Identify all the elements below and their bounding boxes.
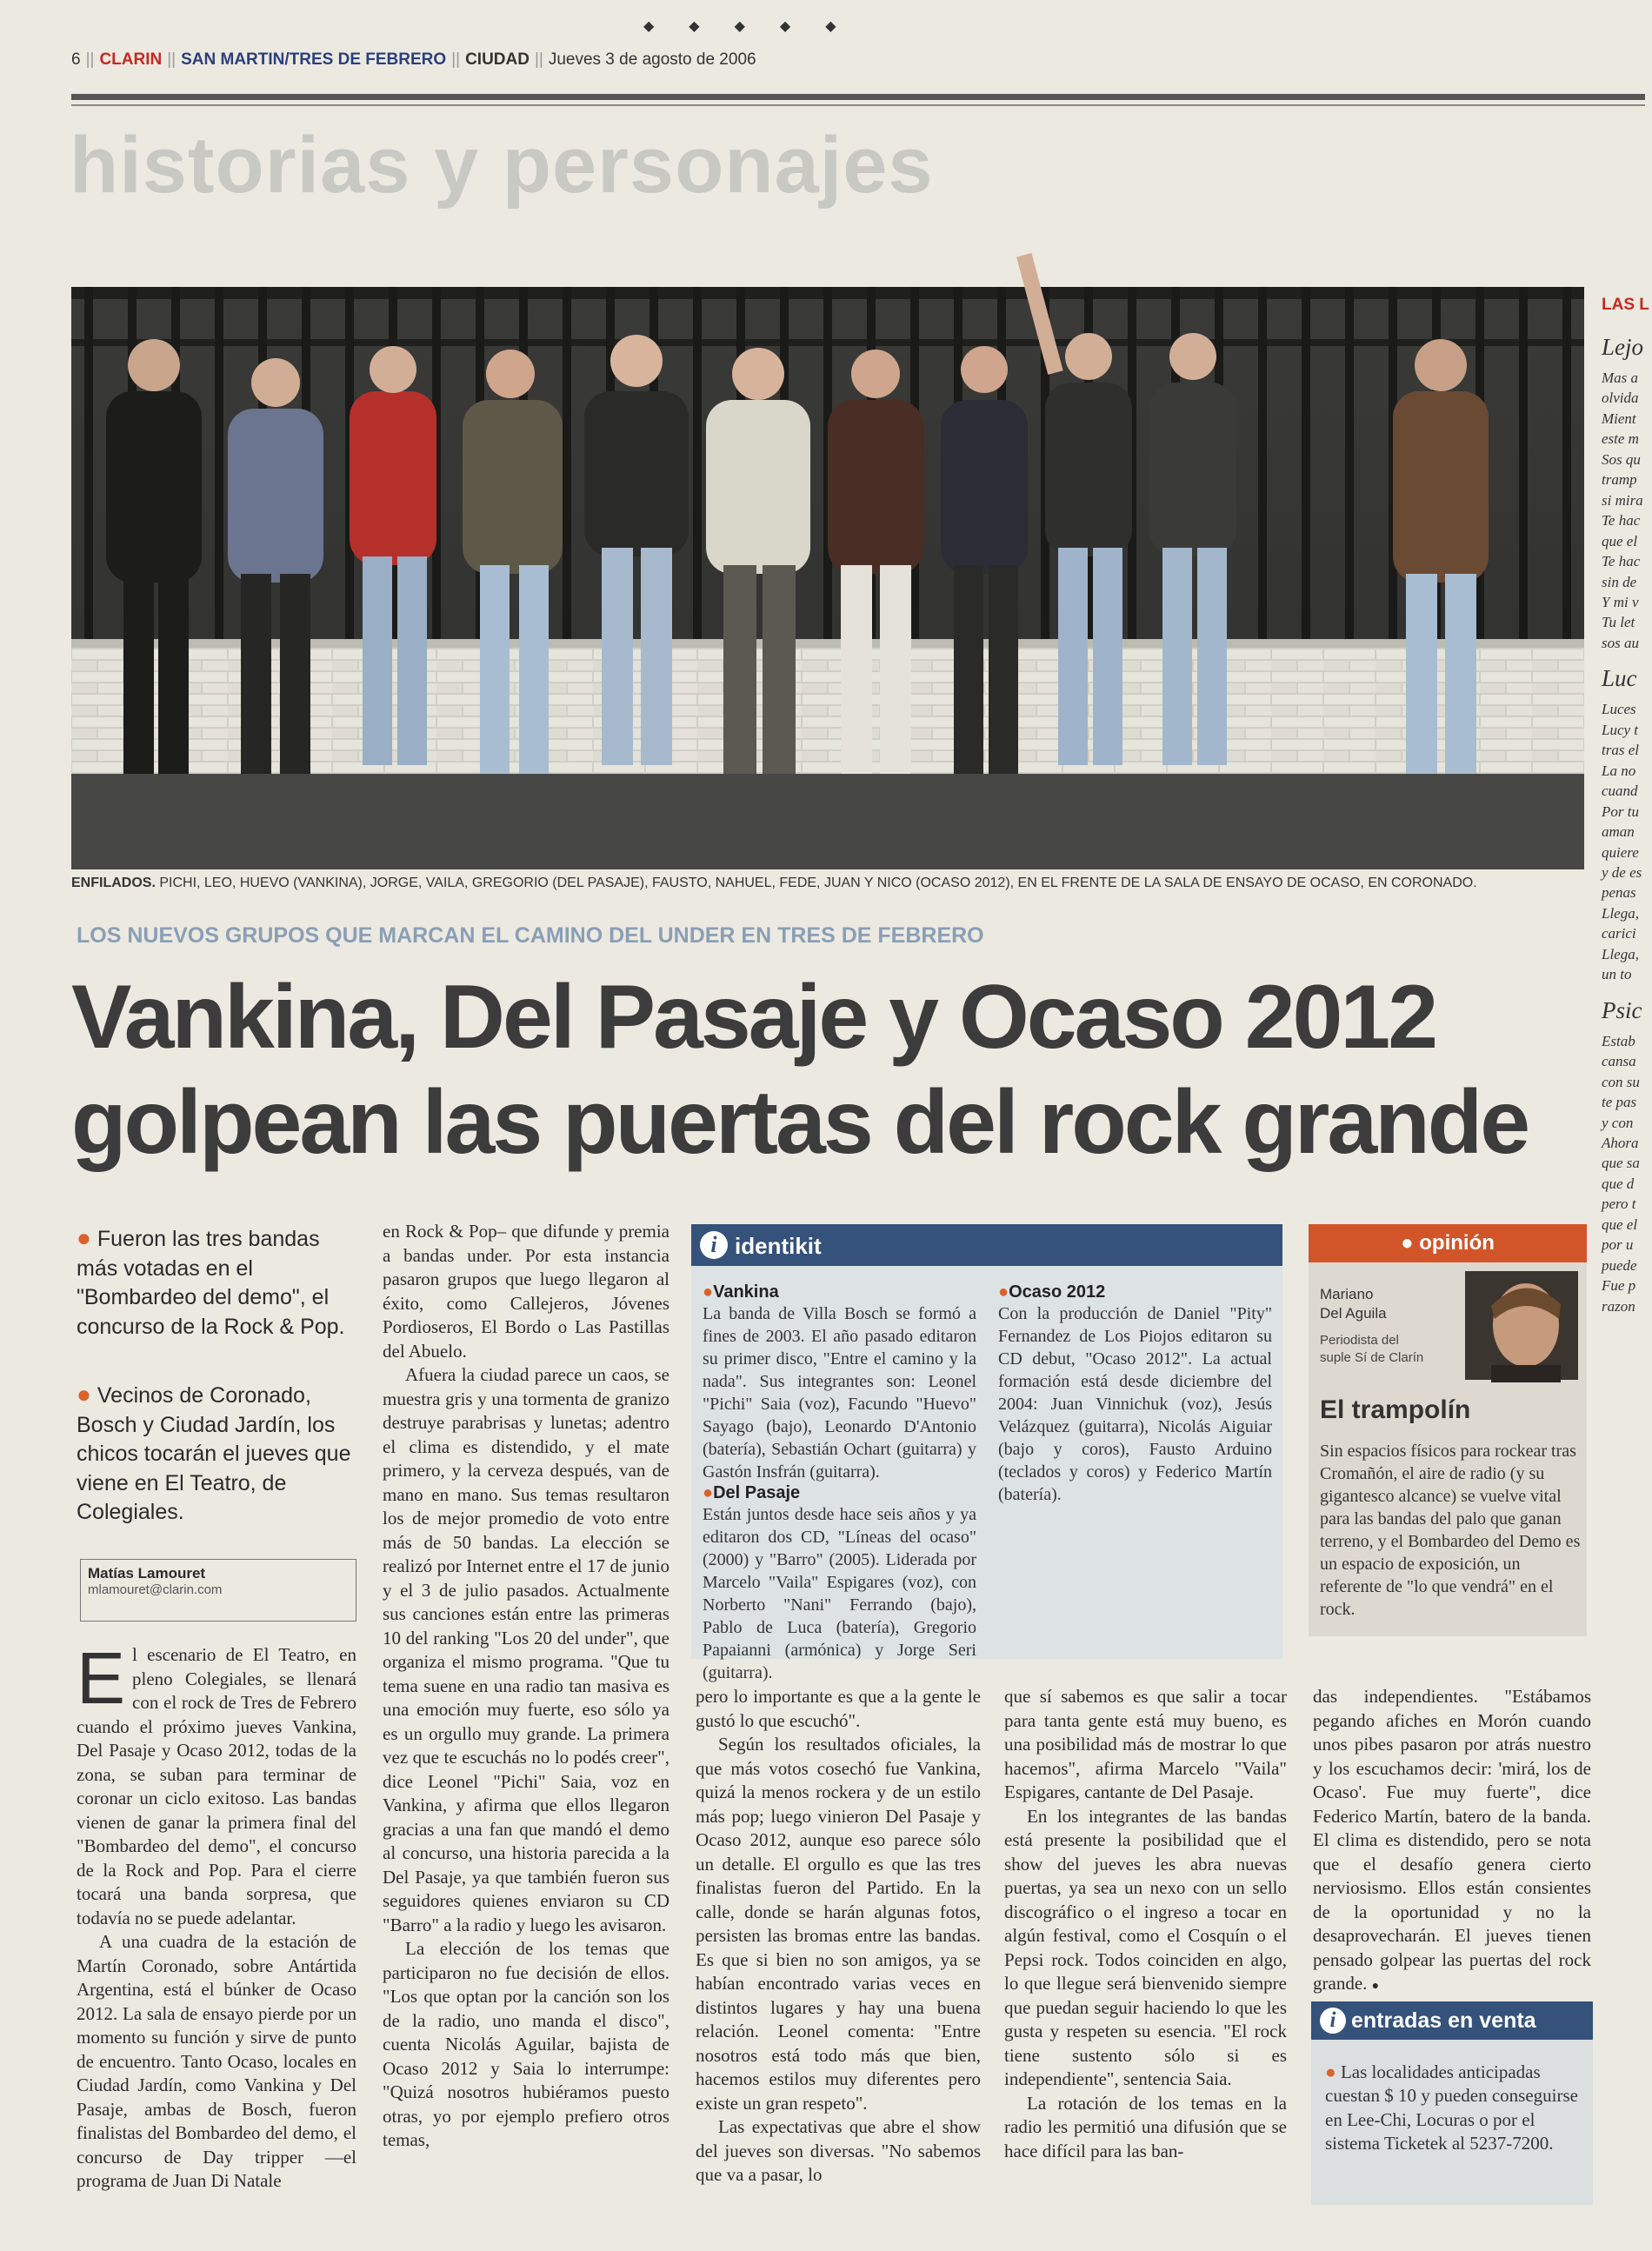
identikit-column-1 [703,1282,976,1682]
registration-marks: ◆◆◆◆◆ [643,19,871,34]
identikit-header [691,1224,1282,1266]
summary-bullet-1 [77,1222,355,1342]
info-icon: i [700,1231,728,1259]
kicker: LOS NUEVOS GRUPOS QUE MARCAN EL CAMINO DEL UNDER EN TRES DE FEBRERO [77,923,984,948]
header-rule [71,94,1645,100]
header-rule-thin [71,104,1645,106]
article-paragraph: das independientes. "Estábamos pegando afiches en Morón cuando unos pibes pasaron por atrás nuestro y los escuchamos decir: 'mirá, los de Ocaso'. Fue muy fuerte", dice Federico Martín, batero de la banda. El clima es distendido, pero se nota que el desafío genera cierto nerviosismo. Ellos están consientes de la oportunidad y no la desaprovecharán. El jueves tienen pensado golpear las puertas del rock grande. ● [1313,1686,1591,1994]
author-portrait-image [1465,1271,1578,1380]
opinion-title: El trampolín [1320,1395,1471,1424]
article-paragraph: La rotación de los temas en la radio les permitió una difusión que se hace difícil para las ban- [1004,2092,1287,2161]
identikit-title: identikit [735,1233,822,1259]
band-photo [71,287,1584,869]
article-paragraph: Las expectativas que abre el show del jueves son diversas. "No sabemos que va a pasar, lo [696,2116,981,2185]
band-photo-image [71,287,1584,869]
page-number: 6 [71,50,81,69]
summary-bullet-text: Fueron las tres bandas más votadas en el "Bombardeo del demo", el concurso de la Rock & Pop. [77,1227,345,1339]
article-paragraph: Afuera la ciudad parece un caos, se muestra gris y una tormenta de granizo destruye parabrisas y lunetas; adentro el clima es distendido, y el mate primero, y la cerveza después, van de mano en mano. Sus temas resultaron los de mejor promedio de voto entre más de 50 bandas. La elección se realizó por Internet entre el 17 de junio y el 3 de julio pasados. Actualmente sus canciones están entre las primeras 10 del ranking "Los 20 del under", que organiza el mismo programa. "Que tu tema suene en una radio tan masiva es una emoción muy fuerte, eso sólo ya es un orgullo muy grande. La primera vez que te escuchás no lo podés creer", dice Leonel "Pichi" Saia, voz en Vankina, y afirma que ellos llegaron gracias a una fan que mandó el demo al concurso, una historia parecida a la Del Pasaje, ya que también fueron sus seguidores quienes enviaron su CD "Barro" a la radio y luego les avisaron. [383,1364,669,1935]
section-title: historias y personajes [70,121,934,210]
band-name-del-pasaje: ●Del Pasaje [703,1483,801,1502]
article-column-5 [1313,1685,1591,1996]
article-paragraph: Según los resultados oficiales, la que más votos cosechó fue Vankina, quizá la menos rockera y de un estilo más pop; luego vinieron Del Pasaje y Ocaso 2012, aunque eso parece sólo un detalle. El orgullo es que las tres finalistas fueron del Partido. En la calle, donde se harán algunas fotos, persisten las bromas entre las bandas. Es que si bien no son amigos, ya se habían encontrado varias veces en distintos lugares y hay una buena relación. Leonel comenta: "Entre nosotros está todo más que bien, hacemos estilos muy diferentes pero existe un gran respeto". [696,1734,981,2114]
bullet-dot-icon: ● [703,1483,714,1502]
speech-bubble-icon: ● [1401,1231,1414,1255]
end-mark-icon: ● [1371,1980,1380,1993]
section-name: CIUDAD [465,50,530,69]
author-email[interactable]: mlamouret@clarin.com [88,1582,223,1597]
summary-bullet-2 [77,1378,355,1528]
strip-lines-1: Mas a olvida Mient este m Sos qu tramp si mira Te hac que el Te hac sin de Y mi v Tu let sos au [1602,370,1643,651]
bullet-dot-icon: ● [1325,2061,1336,2082]
article-paragraph: La elección de los temas que participaron no fue decisión de ellos. "Los que optan por la canción son los de la radio, uno manda el disco", cuenta Nicolás Aguilar, bajista de Ocaso 2012 y Saia lo interrumpe: "Quizá nosotros hubiéramos puesto otras, yo por ejemplo prefiero otros temas, [383,1938,669,2150]
identikit-column-2 [998,1282,1272,1506]
headline-line-1: Vankina, Del Pasaje y Ocaso 2012 [71,967,1436,1068]
band-name-vankina: ●Vankina [703,1282,779,1302]
article-paragraph: que sí sabemos es que salir a tocar para tanta gente está muy bueno, es una posibilidad más de mostrar lo que hacemos", afirma Marcelo "Vaila" Espigares, cantante de Del Pasaje. [1004,1686,1287,1802]
bullet-dot-icon: ● [77,1224,91,1251]
tickets-title: entradas en venta [1351,2008,1536,2033]
article-column-4 [1004,1685,1287,2163]
opinion-author: Mariano Del Aguila [1320,1286,1387,1322]
bullet-dot-icon: ● [998,1282,1009,1302]
opinion-header [1309,1224,1587,1262]
opinion-label: opinión [1419,1231,1495,1255]
band-text-ocaso: Con la producción de Daniel "Pity" Fernandez de Los Piojos editaron su CD debut, "Ocaso 2012". La actual formación está desde diciembre del 2004: Juan Vinnichuk (voz), Jesús Velázquez (guitarra), Nicolás Aiguiar (bajo y coros), Fausto Arduino (teclados y coros) y Federico Martín (batería). [998,1304,1272,1504]
band-text-del-pasaje: Están juntos desde hace seis años y ya editaron dos CD, "Líneas del ocaso" (2000) y "Barro" (2005). Liderada por Marcelo "Vaila" Espigares (voz), con Norberto "Nani" Ferrando (bajo), Pablo de Luca (batería), Gregorio Papaianni (armónica) y Jorge Seri (guitarra). [703,1505,976,1682]
caption-lead: ENFILADOS. [71,876,156,890]
article-column-2 [383,1220,669,2153]
opinion-author-role: Periodista del suple Sí de Clarín [1320,1333,1424,1365]
headline-line-2: golpean las puertas del rock grande [71,1071,1529,1173]
strip-title-2: Luc [1602,665,1637,692]
zone-name: SAN MARTIN/TRES DE FEBRERO [181,50,447,69]
strip-lines-3: Estab cansa con su te pas y con Ahora que sa que d pero t que el por u puede Fue p razon [1602,1032,1640,1315]
tickets-text: ● Las localidades anticipadas cuestan $ 10 y pueden conseguirse en Lee-Chi, Locuras o por el sistema Ticketek al 5237-7200. [1325,2061,1578,2154]
article-column-1 [77,1637,356,2194]
caption-text: PICHI, LEO, HUEVO (VANKINA), JORGE, VAILA, GREGORIO (DEL PASAJE), FAUSTO, NAHUEL, FEDE, JUAN Y NICO (OCASO 2012), EN EL FRENTE DE LA SALA DE ENSAYO DE OCASO, EN CORONADO. [159,876,1477,890]
strip-head: LAS L [1602,296,1649,314]
band-text-vankina: La banda de Villa Bosch se formó a fines de 2003. El año pasado editaron su primer disco, "Entre el camino y la nada". Sus integrantes son: Leonel "Pichi" Saia (voz), Facundo "Huevo" Sayago (bajo), Leonardo D'Antonio (batería), Sebastián Ochart (guitarra) y Gastón Insfrán (guitarra). [703,1304,976,1482]
bullet-dot-icon: ● [703,1282,714,1302]
article-paragraph: l escenario de El Teatro, en pleno Colegiales, se llenará con el rock de Tres de Febrero cuando el próximo jueves Vankina, Del Pasaje y Ocaso 2012, todas de la zona, se suban para terminar de coronar un ciclo exitoso. Las bandas vienen de ganar la primera final del "Bombardeo del demo", el concurso de la Rock and Pop. Para el cierre tocará una banda sorpresa, que todavía no se puede adelantar. [77,1644,356,1928]
opinion-text: Sin espacios físicos para rockear tras Cromañón, el aire de radio (y su gigantesco alcance) se vuelve vital para las bandas del palo que ganan terreno, y el Bombardeo del Demo es un espacio de exposición, un referente de "lo que vendrá" en el rock. [1320,1442,1581,1619]
drop-cap: E [77,1637,126,1719]
adjacent-page-strip [1602,296,1652,2251]
band-name-ocaso: ●Ocaso 2012 [998,1282,1106,1302]
issue-date: Jueves 3 de agosto de 2006 [548,50,756,69]
strip-title-3: Psic [1602,996,1642,1023]
article-paragraph: En los integrantes de las bandas está presente la posibilidad que el show del jueves les abra nuevas puertas, ya sea un nexo con un sello discográfico o el ingreso a tocar en algún festival, como el Cosquín o el Pepsi rock. Todos coinciden en algo, lo que llegue será bienvenido siempre que puedan seguir haciendo lo que les gusta y respeten su esencia. "El rock tiene sustento sólo si es independiente", sentencia Saia. [1004,1805,1287,2089]
photo-caption [71,876,1567,891]
byline [80,1559,356,1622]
summary-bullet-text: Vecinos de Coronado, Bosch y Ciudad Jardín, los chicos tocarán el jueves que viene en El Teatro, de Colegiales. [77,1383,351,1525]
article-paragraph: en Rock & Pop– que difunde y premia a bandas under. Por esta instancia pasaron grupos que luego llegaron al éxito, como Callejeros, Jóvenes Pordioseros, El Bordo o Las Pastillas del Abuelo. [383,1221,669,1362]
info-icon: i [1320,2008,1346,2034]
strip-title-1: Lejo [1602,334,1644,360]
tickets-header [1311,2001,1593,2040]
page-header: 6 || CLARIN || SAN MARTIN/TRES DE FEBRERO || CIUDAD || Jueves 3 de agosto de 2006 [71,50,756,69]
strip-lines-2: Luces Lucy t tras el La no cuand Por tu aman quiere y de es penas Llega, carici Llega, un to [1602,701,1642,983]
article-paragraph: A una cuadra de la estación de Martín Coronado, sobre Antártida Argentina, está el búnker de Ocaso 2012. La sala de ensayo pierde por un momento su función y sirve de punto de encuentro. Tanto Ocaso, locales en Ciudad Jardín, como Vankina y Del Pasaje, ambas de Bosch, fueron finalistas del Bombardeo del demo, el concurso de Day tripper —el programa de Juan Di Natale [77,1931,356,2191]
brand-name: CLARIN [99,50,163,69]
article-column-3 [696,1685,981,2188]
bullet-dot-icon: ● [77,1381,91,1408]
article-paragraph: pero lo importante es que a la gente le gustó lo que escuchó". [696,1686,981,1731]
headline [71,965,1602,1175]
author-portrait [1465,1271,1578,1380]
author-name: Matías Lamouret [88,1565,206,1582]
